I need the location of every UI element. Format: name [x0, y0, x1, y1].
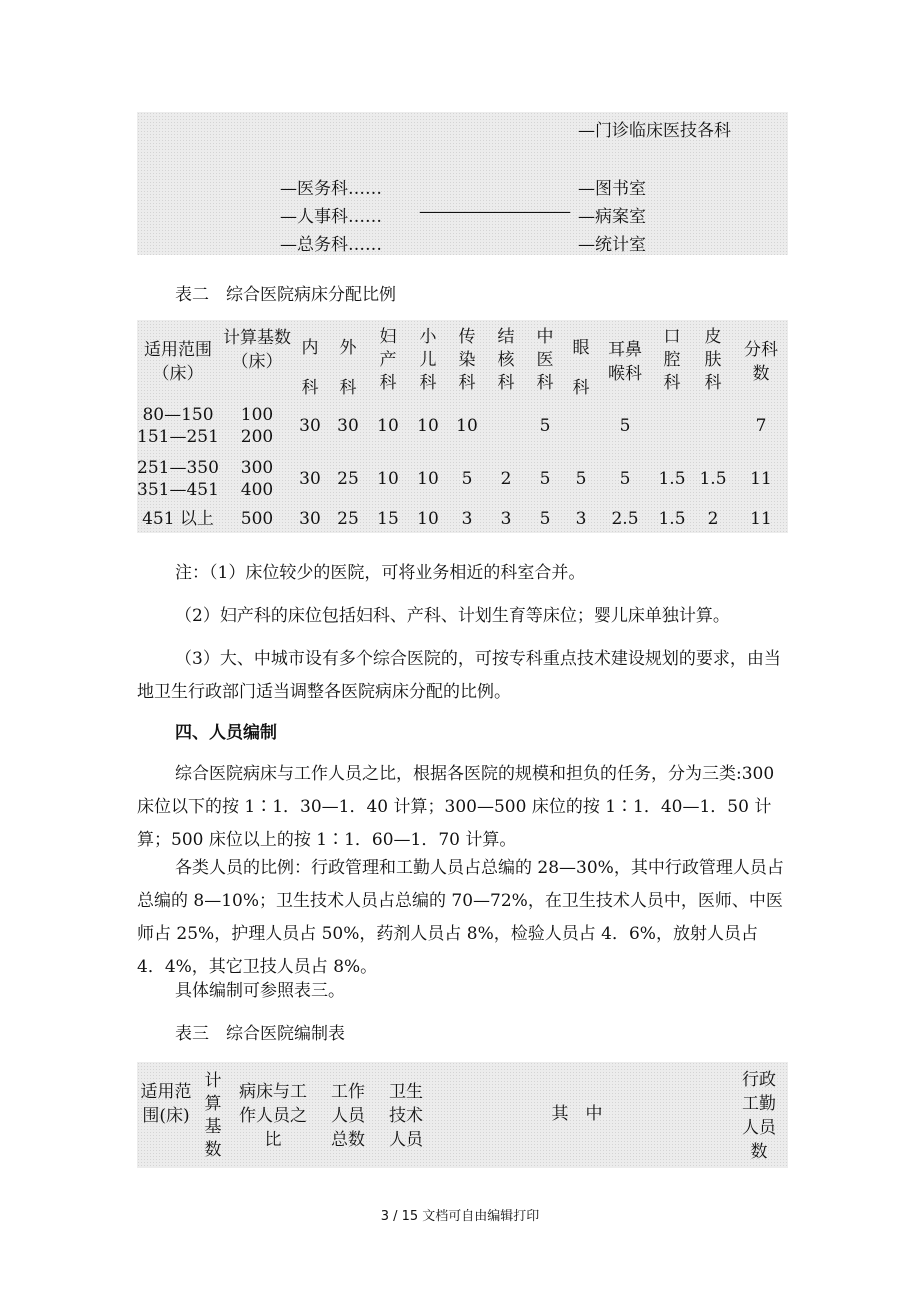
page-footer: 3 / 15 文档可自由编辑打印: [380, 1209, 540, 1224]
table2-header-range: 适用范围（床）: [144, 340, 212, 384]
table2-cell: 3: [461, 509, 473, 529]
table2-header-yanke: 眼科: [572, 338, 590, 398]
table2-cell: 7: [755, 416, 767, 436]
table2-cell: 5: [461, 469, 473, 489]
table2-cell: 10: [417, 469, 439, 489]
table2-cell: 3: [575, 509, 587, 529]
table3-header-base: 计算基数: [204, 1071, 222, 1160]
table2-cell: 5: [619, 416, 631, 436]
section4-paragraph-1: 综合医院病床与工作人员之比，根据各医院的规模和担负的任务，分为三类:300 床位以下的按 1∶1．30—1．40 计算；300—500 床位的按 1∶1．40—1．50 计算；500 床位以上的按 1∶1．60—1．70 计算。: [137, 764, 775, 850]
table2-header-zhongyi: 中医科: [536, 327, 554, 393]
table2-header-base: 计算基数（床）: [223, 328, 291, 372]
org-top-right: —门诊临床医技各科: [578, 121, 731, 141]
table2-cell: 1.5: [658, 469, 686, 489]
table2-cell: 11: [750, 509, 772, 529]
table2-header-erbihou: 耳鼻喉科: [608, 340, 642, 384]
table2-cell: 15: [377, 509, 399, 529]
table3-header-total-staff: 工作人员总数: [331, 1082, 365, 1150]
table2-caption: 表二 综合医院病床分配比例: [175, 285, 396, 305]
table3-header-ratio: 病床与工作人员之比: [239, 1082, 307, 1150]
table2-header-kouqiang: 口腔科: [663, 327, 681, 393]
note-2: （2）妇产科的床位包括妇科、产科、计划生育等床位；婴儿床单独计算。: [175, 606, 730, 626]
org-right-item: —病案室: [578, 207, 646, 227]
table3-caption: 表三 综合医院编制表: [175, 1024, 345, 1044]
table2-cell: 1.5: [658, 509, 686, 529]
table3-header-medtech-staff: 卫生技术人员: [389, 1082, 423, 1150]
table2-cell: 500: [240, 509, 274, 529]
table2-cell: 300 400: [240, 458, 274, 500]
table3: [137, 1062, 788, 1168]
table2-cell: 5: [575, 469, 587, 489]
table2-cell: 25: [337, 509, 359, 529]
note-1: 注：（1）床位较少的医院，可将业务相近的科室合并。: [175, 563, 586, 583]
table2-header-chuanran: 传染科: [458, 327, 476, 393]
table2-cell: 251—350 351—451: [137, 458, 219, 500]
table2-cell: 5: [539, 416, 551, 436]
table2-cell: 5: [619, 469, 631, 489]
org-right-item: —图书室: [578, 179, 646, 199]
table2-cell: 10: [417, 509, 439, 529]
table2-cell: 25: [337, 469, 359, 489]
table2-header-fuchan: 妇产科: [379, 327, 397, 393]
table2-cell: 2: [500, 469, 512, 489]
table2-cell: 30: [299, 469, 321, 489]
table2-header-xiaoer: 小儿科: [419, 327, 437, 393]
section4-paragraph-2: 各类人员的比例：行政管理和工勤人员占总编的 28—30%，其中行政管理人员占总编的 8—10%；卫生技术人员占总编的 70—72%，在卫生技术人员中，医师、中医师占 25%，护理人员占 50%，药剂人员占 8%，检验人员占 4．6%，放射人员占 4．4%，其它卫技人员占 8%。: [137, 858, 784, 977]
table2-header-neike: 内科: [301, 338, 319, 398]
table2-cell: 10: [456, 416, 478, 436]
org-left-item: —总务科……: [280, 235, 382, 255]
table2-cell: 2.5: [611, 509, 639, 529]
org-left-item: —人事科……: [280, 207, 382, 227]
table3-header-among: 其 中: [551, 1104, 603, 1124]
table2-cell: 10: [377, 416, 399, 436]
table2-cell: 80—150 151—251: [137, 405, 219, 447]
table2-cell: 10: [377, 469, 399, 489]
table2-cell: 5: [539, 509, 551, 529]
table2: [137, 320, 788, 533]
table2-header-jiehe: 结核科: [497, 327, 515, 393]
table2-cell: 1.5: [699, 469, 727, 489]
table2-header-count: 分科数: [744, 340, 778, 384]
org-connector: ——————————: [419, 202, 569, 222]
table2-cell: 11: [750, 469, 772, 489]
section4-paragraph-3: 具体编制可参照表三。: [175, 981, 345, 1001]
org-right-item: —统计室: [578, 235, 646, 255]
table2-cell: 451 以上: [142, 509, 214, 529]
table2-cell: 5: [539, 469, 551, 489]
note-3: （3）大、中城市设有多个综合医院的，可按专科重点技术建设规划的要求，由当地卫生行政部门适当调整各医院病床分配的比例。: [137, 649, 781, 702]
table2-cell: 2: [707, 509, 719, 529]
org-chart: [137, 112, 788, 255]
table2-header-pifu: 皮肤科: [704, 327, 722, 393]
table2-cell: 30: [299, 509, 321, 529]
table2-cell: 100 200: [240, 405, 274, 447]
table3-header-admin-staff: 行政工勤人员数: [742, 1070, 776, 1162]
table2-cell: 10: [417, 416, 439, 436]
table3-header-range: 适用范围(床): [140, 1082, 192, 1126]
table2-cell: 30: [299, 416, 321, 436]
table2-cell: 30: [337, 416, 359, 436]
org-left-item: —医务科……: [280, 179, 382, 199]
table2-header-waike: 外科: [339, 338, 357, 398]
table2-cell: 3: [500, 509, 512, 529]
section4-heading: 四、人员编制: [175, 723, 277, 743]
